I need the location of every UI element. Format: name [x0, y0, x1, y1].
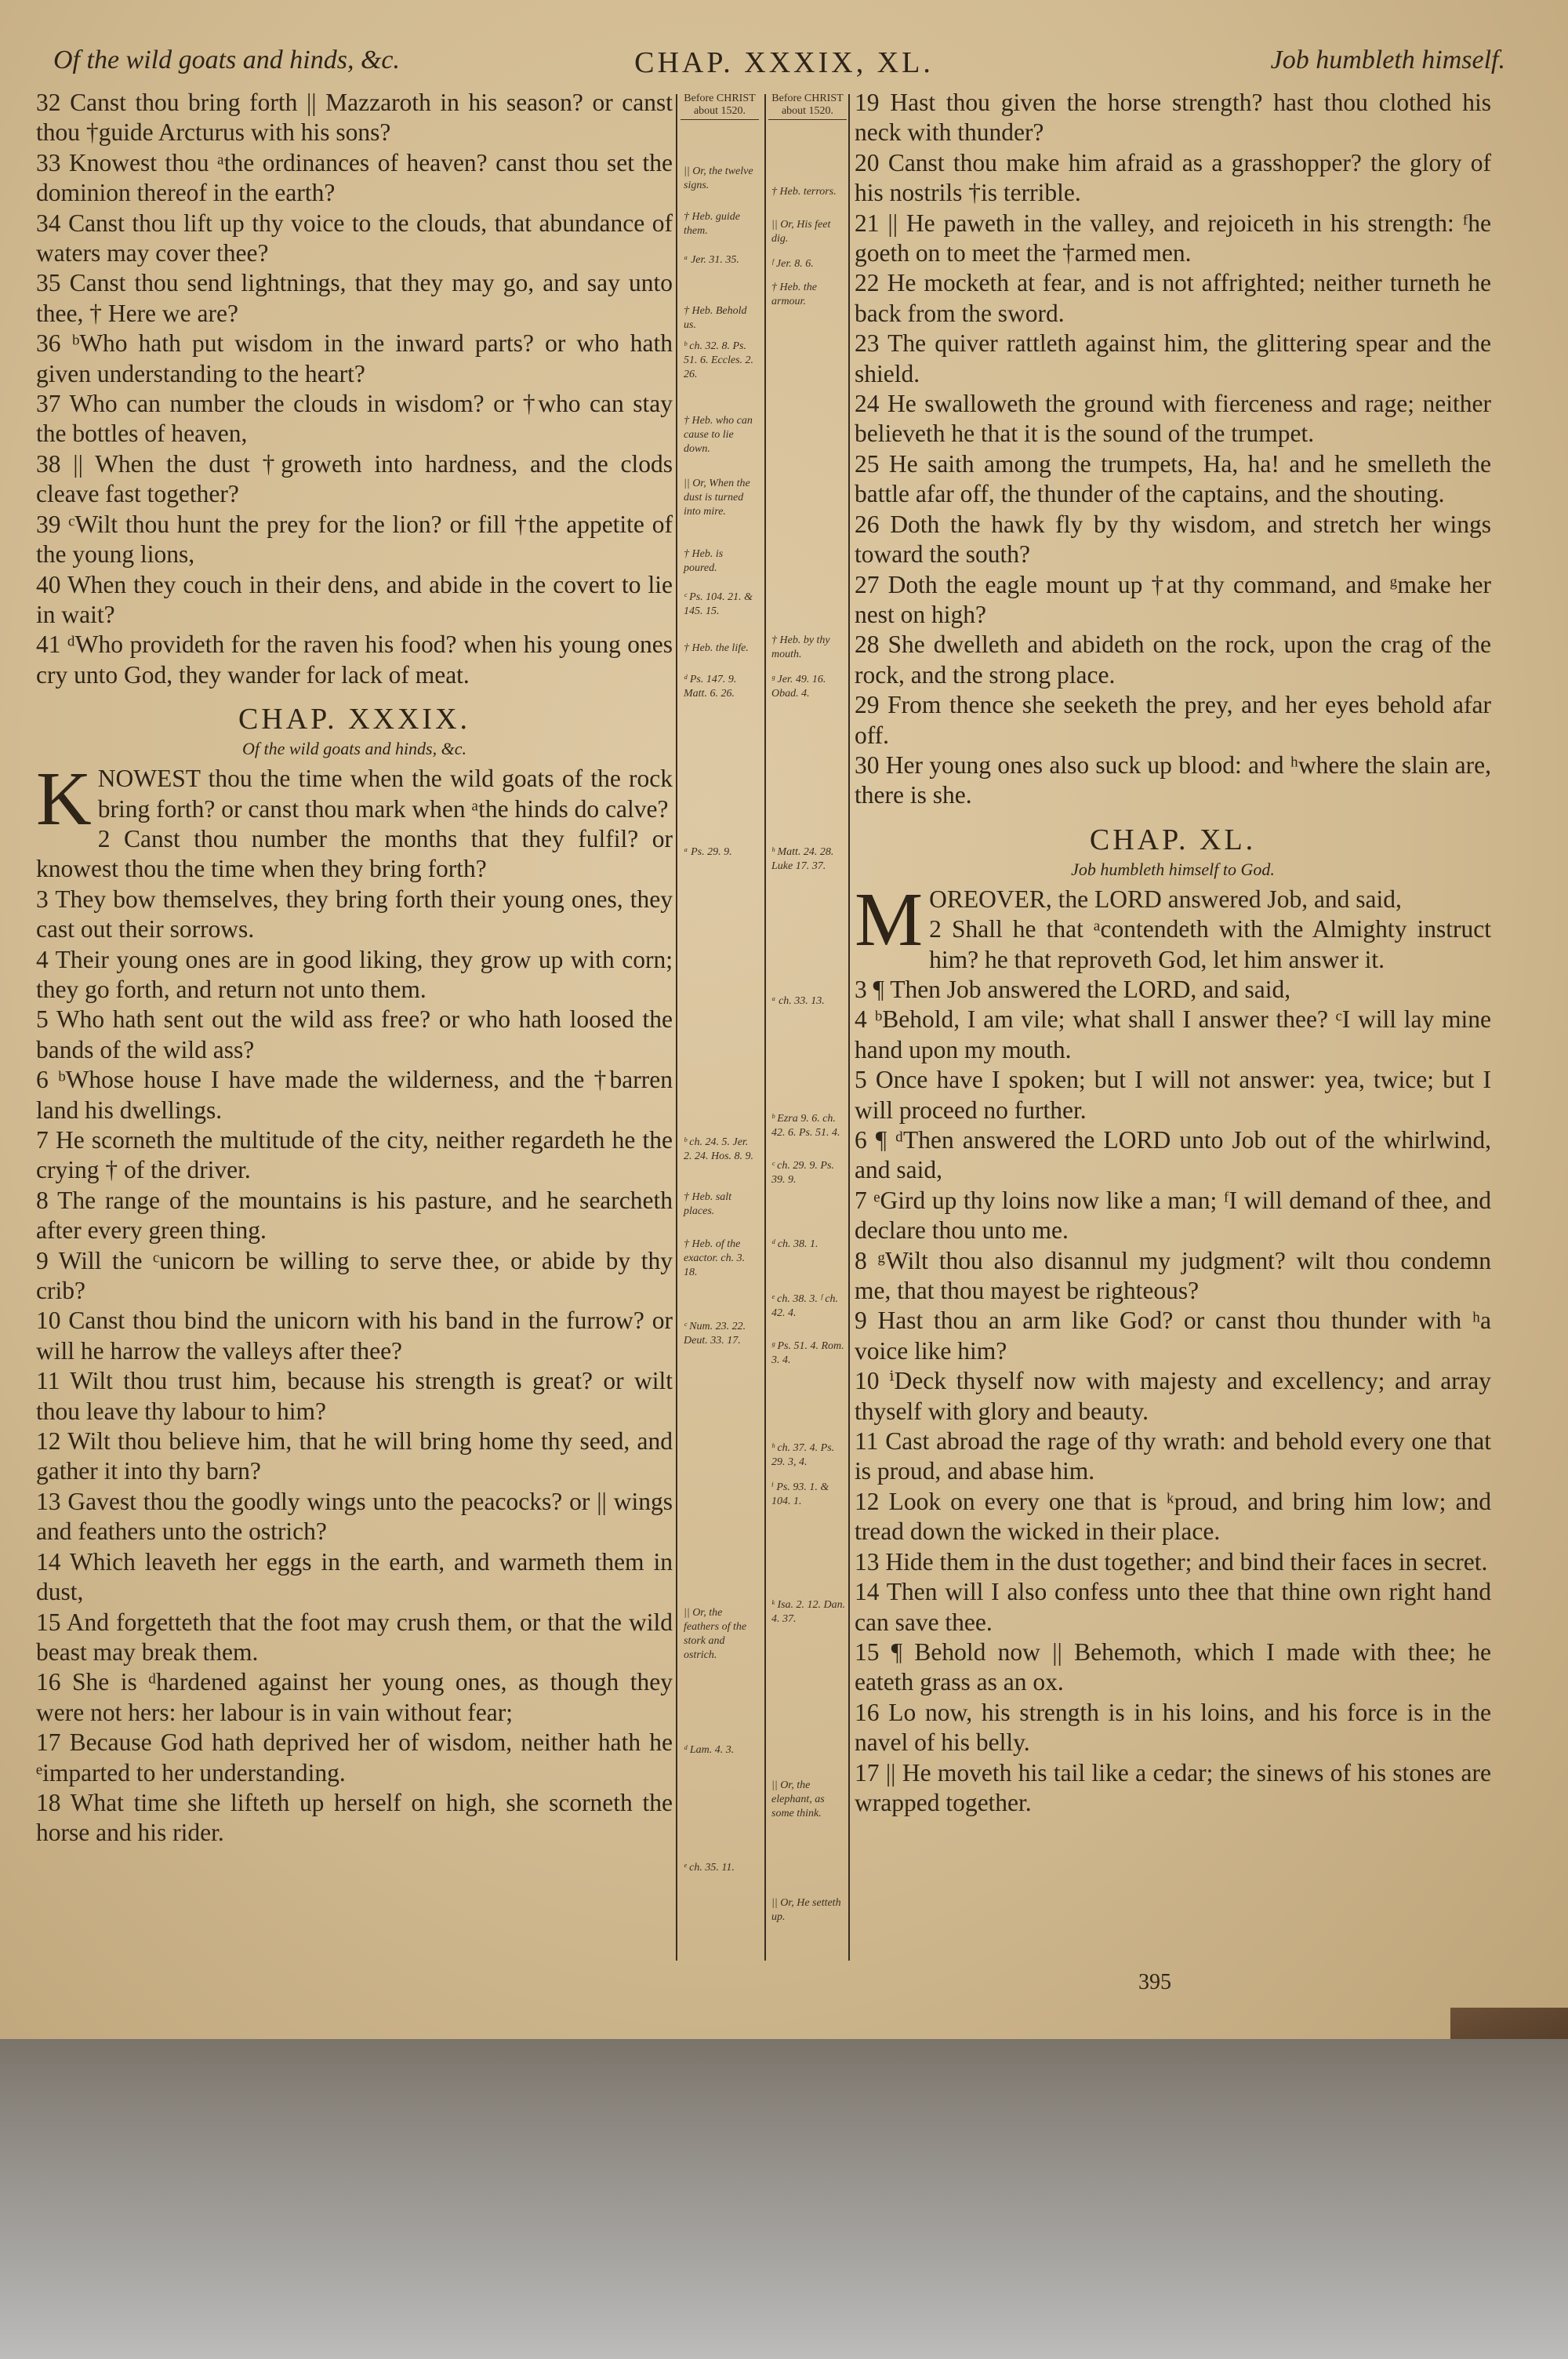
verse: 6 ᵇWhose house I have made the wilderness, and the †barren land his dwellings. — [36, 1066, 673, 1124]
margin-note: ᵈ Ps. 147. 9. Matt. 6. 26. — [684, 674, 737, 700]
page-number: 395 — [1138, 1970, 1171, 1994]
verse: 32 Canst thou bring forth || Mazzaroth in his season? or canst thou †guide Arcturus with his sons? — [36, 89, 673, 147]
verse: 21 || He paweth in the valley, and rejoiceth in his strength: ᶠhe goeth on to meet the †armed men. — [855, 209, 1491, 267]
margin-note: ᵃ ch. 33. 13. — [771, 995, 825, 1007]
verse: 6 ¶ ᵈThen answered the LORD unto Job out of the whirlwind, and said, — [855, 1126, 1491, 1184]
verse: 10 Canst thou bind the unicorn with his band in the furrow? or will he harrow the valleys after thee? — [36, 1307, 673, 1365]
verse: 27 Doth the eagle mount up †at thy command, and ᵍmake her nest on high? — [855, 570, 1491, 628]
margin-note: ʰ Matt. 24. 28. Luke 17. 37. — [771, 846, 834, 872]
verse: 38 || When the dust †groweth into hardness, and the clods cleave fast together? — [36, 449, 673, 508]
margin-note: † Heb. the armour. — [771, 282, 817, 307]
margin-note: ⁱ Ps. 93. 1. & 104. 1. — [771, 1481, 829, 1507]
verse: 15 ¶ Behold now || Behemoth, which I made with thee; he eateth grass as an ox. — [855, 1637, 1491, 1696]
verse: 9 Will the ᶜunicorn be willing to serve thee, or abide by thy crib? — [36, 1246, 673, 1305]
column-rule — [676, 94, 677, 1961]
verse: 13 Hide them in the dust together; and bind their faces in secret. — [855, 1547, 1488, 1576]
running-head-right: Job humbleth himself. — [1270, 45, 1505, 75]
verse: 41 ᵈWho provideth for the raven his food? when his young ones cry unto God, they wander for lack of meat. — [36, 631, 673, 689]
margin-note: ᵇ ch. 24. 5. Jer. 2. 24. Hos. 8. 9. — [684, 1136, 754, 1162]
verse: 30 Her young ones also suck up blood: and ʰwhere the slain are, there is she. — [855, 751, 1491, 809]
verse: 5 Once have I spoken; but I will not answer: yea, twice; but I will proceed no further. — [855, 1066, 1491, 1124]
chapter-subtitle: Job humbleth himself to God. — [1071, 859, 1275, 879]
margin-note: ᵈ Lam. 4. 3. — [684, 1744, 735, 1756]
margin-heading: Before CHRIST about 1520. — [768, 93, 847, 120]
verse: 28 She dwelleth and abideth on the rock, upon the crag of the rock, and the strong place. — [855, 631, 1491, 689]
margin-note: ᵇ ch. 32. 8. Ps. 51. 6. Eccles. 2. 26. — [684, 340, 754, 380]
verse-list — [36, 88, 673, 690]
margin-note: || Or, the elephant, as some think. — [771, 1779, 825, 1819]
margin-note: ᵍ Jer. 49. 16. Obad. 4. — [771, 674, 826, 700]
verse: 3 They bow themselves, they bring forth their young ones, they cast out their sorrows. — [36, 885, 673, 943]
verse: 3 ¶ Then Job answered the LORD, and said, — [855, 975, 1291, 1003]
verse: 4 Their young ones are in good liking, they grow up with corn; they go forth, and return not unto them. — [36, 945, 673, 1003]
verse: 5 Who hath sent out the wild ass free? or who hath loosed the bands of the wild ass? — [36, 1005, 673, 1063]
verse: 12 Look on every one that is ᵏproud, and bring him low; and tread down the wicked in their place. — [855, 1487, 1491, 1546]
verse: 34 Canst thou lift up thy voice to the clouds, that abundance of waters may cover thee? — [36, 209, 673, 267]
running-head-center: CHAP. XXXIX, XL. — [634, 46, 934, 79]
margin-note: ᵉ ch. 38. 3. ᶠ ch. 42. 4. — [771, 1293, 839, 1319]
margin-note: ᶜ Ps. 104. 21. & 145. 15. — [684, 591, 753, 617]
background-surface — [0, 2039, 1568, 2359]
verse: 17 Because God hath deprived her of wisdom, neither hath he ᵉimparted to her understanding. — [36, 1728, 673, 1787]
first-verse-text: NOWEST thou the time when the wild goats of the rock bring forth? or canst thou mark when ᵃthe hinds do calve? — [97, 765, 673, 823]
chapter-title: CHAP. XL. — [1089, 823, 1257, 856]
verse: 20 Canst thou make him afraid as a grasshopper? the glory of his nostrils †is terrible. — [855, 148, 1491, 207]
verse: 2 Shall he that ᵃcontendeth with the Almighty instruct him? he that reproveth God, let him answer it. — [929, 915, 1491, 973]
verse-list — [855, 914, 1491, 1818]
drop-cap: M — [855, 877, 924, 962]
first-verse-text: OREOVER, the LORD answered Job, and said, — [929, 885, 1402, 913]
verse: 8 ᵍWilt thou also disannul my judgment? wilt thou condemn me, that thou mayest be righteous? — [855, 1246, 1491, 1305]
verse: 16 She is ᵈhardened against her young ones, as though they were not hers: her labour is in vain without fear; — [36, 1668, 673, 1726]
margin-note: ᵇ Ezra 9. 6. ch. 42. 6. Ps. 51. 4. — [771, 1113, 840, 1139]
margin-heading: Before CHRIST about 1520. — [681, 93, 759, 120]
verse: 25 He saith among the trumpets, Ha, ha! and he smelleth the battle afar off, the thunder of the captains, and the shouting. — [855, 449, 1491, 508]
verse: 18 What time she lifteth up herself on high, she scorneth the horse and his rider. — [36, 1788, 673, 1847]
margin-note: † Heb. salt places. — [684, 1191, 732, 1217]
verse: 40 When they couch in their dens, and abide in the covert to lie in wait? — [36, 570, 673, 628]
margin-note: † Heb. Behold us. — [684, 305, 747, 331]
verse: 7 He scorneth the multitude of the city, neither regardeth he the crying † of the driver. — [36, 1126, 673, 1184]
margin-note: † Heb. of the exactor. ch. 3. 18. — [684, 1238, 746, 1278]
column-rule — [764, 94, 766, 1961]
left-text-column — [36, 88, 673, 1848]
margin-note: || Or, When the dust is turned into mire. — [684, 478, 750, 518]
verse: 37 Who can number the clouds in wisdom? or †who can stay the bottles of heaven, — [36, 390, 673, 448]
margin-note: || Or, He setteth up. — [771, 1897, 841, 1923]
verse: 10 ⁱDeck thyself now with majesty and excellency; and array thyself with glory and beauty. — [855, 1367, 1491, 1425]
verse: 29 From thence she seeketh the prey, and her eyes behold afar off. — [855, 691, 1491, 749]
margin-note: ᵍ Ps. 51. 4. Rom. 3. 4. — [771, 1340, 844, 1366]
chapter-first-verse — [36, 757, 673, 842]
verse: 24 He swalloweth the ground with fierceness and rage; neither believeth he that it is the sound of the trumpet. — [855, 390, 1491, 448]
verse: 22 He mocketh at fear, and is not affrighted; neither turneth he back from the sword. — [855, 269, 1491, 327]
verse: 14 Which leaveth her eggs in the earth, and warmeth them in dust, — [36, 1547, 673, 1606]
drop-cap: K — [36, 757, 92, 842]
verse: 39 ᶜWilt thou hunt the prey for the lion? or fill †the appetite of the young lions, — [36, 510, 673, 569]
verse: 33 Knowest thou ᵃthe ordinances of heaven? canst thou set the dominion thereof in the earth? — [36, 148, 673, 207]
margin-note: † Heb. who can cause to lie down. — [684, 415, 753, 455]
margin-note: ᵈ ch. 38. 1. — [771, 1238, 818, 1250]
margin-notes-right — [768, 93, 847, 1959]
margin-note: † Heb. terrors. — [771, 186, 837, 198]
margin-note: ᵏ Isa. 2. 12. Dan. 4. 37. — [771, 1599, 846, 1625]
verse: 19 Hast thou given the horse strength? hast thou clothed his neck with thunder? — [855, 89, 1491, 147]
verse: 4 ᵇBehold, I am vile; what shall I answer thee? ᶜI will lay mine hand upon my mouth. — [855, 1005, 1491, 1063]
margin-note: || Or, His feet dig. — [771, 219, 831, 245]
verse: 12 Wilt thou believe him, that he will bring home thy seed, and gather it into thy barn? — [36, 1427, 673, 1485]
running-head-left: Of the wild goats and hinds, &c. — [53, 45, 400, 75]
verse: 35 Canst thou send lightnings, that they may go, and say unto thee, † Here we are? — [36, 269, 673, 327]
verse: 8 The range of the mountains is his pasture, and he searcheth after every green thing. — [36, 1186, 673, 1245]
verse: 11 Cast abroad the rage of thy wrath: and behold every one that is proud, and abase him. — [855, 1427, 1491, 1485]
chapter-title: CHAP. XXXIX. — [238, 703, 471, 736]
margin-note: ᵃ Jer. 31. 35. — [684, 254, 739, 266]
column-rule — [848, 94, 850, 1961]
verse: 23 The quiver rattleth against him, the glittering spear and the shield. — [855, 329, 1491, 387]
verse: 13 Gavest thou the goodly wings unto the peacocks? or || wings and feathers unto the ostrich? — [36, 1487, 673, 1546]
margin-note: ᶠ Jer. 8. 6. — [771, 258, 814, 270]
margin-note: ʰ ch. 37. 4. Ps. 29. 3, 4. — [771, 1442, 835, 1468]
verse: 14 Then will I also confess unto thee that thine own right hand can save thee. — [855, 1578, 1491, 1636]
margin-note: † Heb. by thy mouth. — [771, 634, 830, 660]
verse: 17 || He moveth his tail like a cedar; the sinews of his stones are wrapped together. — [855, 1758, 1491, 1816]
chapter-subtitle: Of the wild goats and hinds, &c. — [242, 739, 466, 759]
verse: 9 Hast thou an arm like God? or canst thou thunder with ʰa voice like him? — [855, 1307, 1491, 1365]
verse: 26 Doth the hawk fly by thy wisdom, and stretch her wings toward the south? — [855, 510, 1491, 569]
verse: 7 ᵉGird up thy loins now like a man; ᶠI will demand of thee, and declare thou unto me. — [855, 1186, 1491, 1245]
verse: 16 Lo now, his strength is in his loins, and his force is in the navel of his belly. — [855, 1698, 1491, 1757]
margin-note: ᵃ Ps. 29. 9. — [684, 846, 732, 858]
verse-list — [855, 88, 1491, 811]
verse: 36 ᵇWho hath put wisdom in the inward parts? or who hath given understanding to the heart? — [36, 329, 673, 387]
margin-notes-left — [681, 93, 759, 1959]
verse: 11 Wilt thou trust him, because his strength is great? or wilt thou leave thy labour to him? — [36, 1367, 673, 1425]
right-text-column — [855, 88, 1491, 1818]
margin-note: || Or, the twelve signs. — [684, 165, 753, 191]
verse: 2 Canst thou number the months that they fulfil? or knowest thou the time when they bring forth? — [36, 824, 673, 883]
margin-note: || Or, the feathers of the stork and ostrich. — [684, 1607, 747, 1661]
margin-note: † Heb. guide them. — [684, 211, 740, 237]
margin-note: ᶜ ch. 29. 9. Ps. 39. 9. — [771, 1160, 834, 1186]
margin-note: ᶜ Num. 23. 22. Deut. 33. 17. — [684, 1321, 746, 1347]
margin-note: † Heb. the life. — [684, 642, 749, 654]
margin-note: ᵉ ch. 35. 11. — [684, 1862, 735, 1874]
verse: 15 And forgetteth that the foot may crush them, or that the wild beast may break them. — [36, 1608, 673, 1666]
margin-note: † Heb. is poured. — [684, 548, 724, 574]
verse-list — [36, 824, 673, 1848]
